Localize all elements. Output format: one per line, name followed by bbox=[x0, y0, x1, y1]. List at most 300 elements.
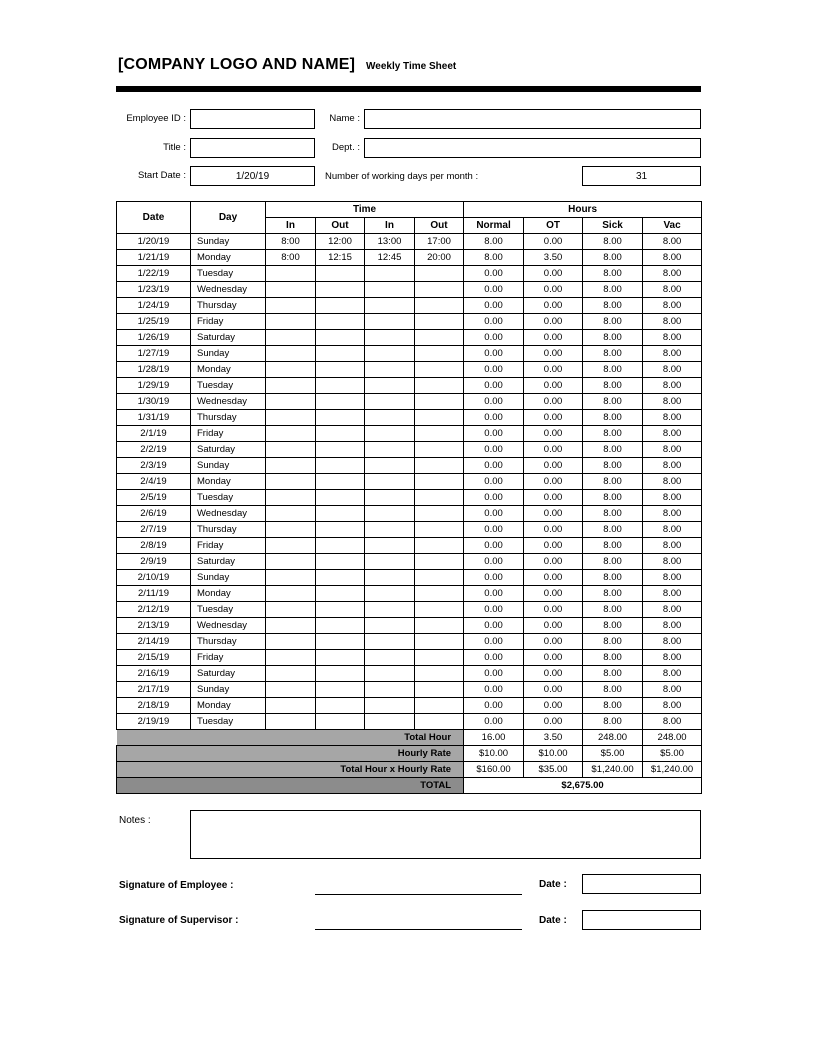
header-day: Day bbox=[191, 202, 266, 234]
row-time-in-2[interactable] bbox=[365, 474, 415, 490]
table-row bbox=[117, 714, 702, 730]
row-hours-vac: 8.00 bbox=[643, 602, 702, 618]
row-hours-sick: 8.00 bbox=[583, 602, 643, 618]
row-hours-ot: 3.50 bbox=[524, 250, 583, 266]
row-hours-vac: 8.00 bbox=[643, 586, 702, 602]
row-hours-ot: 0.00 bbox=[524, 266, 583, 282]
row-hours-ot: 0.00 bbox=[524, 538, 583, 554]
row-time-out-1[interactable]: 12:15 bbox=[316, 250, 365, 266]
row-time-out-1[interactable] bbox=[316, 618, 365, 634]
row-time-out-1[interactable] bbox=[316, 282, 365, 298]
row-hours-ot: 0.00 bbox=[524, 554, 583, 570]
row-date: 1/25/19 bbox=[117, 314, 191, 330]
row-hours-ot: 0.00 bbox=[524, 570, 583, 586]
row-hours-normal: 0.00 bbox=[464, 682, 524, 698]
start-date-label: Start Date : bbox=[137, 170, 186, 181]
row-time-in-2[interactable] bbox=[365, 330, 415, 346]
row-hours-normal: 0.00 bbox=[464, 490, 524, 506]
row-day: Tuesday bbox=[191, 602, 266, 618]
row-time-in-1[interactable] bbox=[266, 298, 316, 314]
row-day: Tuesday bbox=[191, 266, 266, 282]
name-label: Name : bbox=[329, 113, 360, 124]
row-hours-normal: 0.00 bbox=[464, 666, 524, 682]
row-hours-vac: 8.00 bbox=[643, 266, 702, 282]
table-row bbox=[117, 346, 702, 362]
row-day: Tuesday bbox=[191, 714, 266, 730]
row-hours-normal: 0.00 bbox=[464, 474, 524, 490]
row-time-in-1[interactable] bbox=[266, 650, 316, 666]
row-hours-ot: 0.00 bbox=[524, 362, 583, 378]
row-time-out-1[interactable] bbox=[316, 666, 365, 682]
table-row bbox=[117, 586, 702, 602]
row-hours-sick: 8.00 bbox=[583, 538, 643, 554]
row-hours-normal: 0.00 bbox=[464, 602, 524, 618]
row-hours-ot: 0.00 bbox=[524, 378, 583, 394]
row-day: Thursday bbox=[191, 634, 266, 650]
row-hours-normal: 0.00 bbox=[464, 650, 524, 666]
notes-field[interactable] bbox=[190, 810, 701, 859]
row-day: Saturday bbox=[191, 442, 266, 458]
row-time-in-2[interactable] bbox=[365, 650, 415, 666]
row-time-out-2[interactable] bbox=[415, 330, 464, 346]
row-time-in-1[interactable] bbox=[266, 442, 316, 458]
table-row bbox=[117, 458, 702, 474]
row-hours-ot: 0.00 bbox=[524, 602, 583, 618]
row-hours-ot: 0.00 bbox=[524, 666, 583, 682]
table-row bbox=[117, 330, 702, 346]
row-time-out-2[interactable]: 20:00 bbox=[415, 250, 464, 266]
row-time-in-1[interactable] bbox=[266, 426, 316, 442]
row-time-out-2[interactable]: 17:00 bbox=[415, 234, 464, 250]
row-time-in-1[interactable] bbox=[266, 522, 316, 538]
row-day: Monday bbox=[191, 586, 266, 602]
row-time-in-1[interactable] bbox=[266, 378, 316, 394]
row-time-in-1[interactable] bbox=[266, 314, 316, 330]
row-hours-normal: 0.00 bbox=[464, 586, 524, 602]
row-time-out-1[interactable] bbox=[316, 298, 365, 314]
row-day: Sunday bbox=[191, 458, 266, 474]
row-date: 2/6/19 bbox=[117, 506, 191, 522]
table-row bbox=[117, 298, 702, 314]
table-row bbox=[117, 522, 702, 538]
row-time-out-1[interactable] bbox=[316, 634, 365, 650]
row-time-in-1[interactable]: 8:00 bbox=[266, 250, 316, 266]
row-hours-vac: 8.00 bbox=[643, 522, 702, 538]
row-time-out-2[interactable] bbox=[415, 266, 464, 282]
row-hours-normal: 0.00 bbox=[464, 698, 524, 714]
start-date-field[interactable]: 1/20/19 bbox=[190, 166, 315, 186]
row-hours-sick: 8.00 bbox=[583, 282, 643, 298]
employee-date-field[interactable] bbox=[582, 874, 701, 894]
row-hours-ot: 0.00 bbox=[524, 474, 583, 490]
row-time-out-1[interactable] bbox=[316, 474, 365, 490]
row-time-out-1[interactable] bbox=[316, 346, 365, 362]
table-row bbox=[117, 234, 702, 250]
product-vac: $1,240.00 bbox=[643, 762, 702, 778]
row-time-out-2[interactable] bbox=[415, 570, 464, 586]
row-hours-ot: 0.00 bbox=[524, 426, 583, 442]
row-day: Wednesday bbox=[191, 618, 266, 634]
row-hours-ot: 0.00 bbox=[524, 618, 583, 634]
row-hours-normal: 0.00 bbox=[464, 282, 524, 298]
row-date: 2/19/19 bbox=[117, 714, 191, 730]
timesheet-table bbox=[116, 201, 702, 794]
row-time-in-1[interactable] bbox=[266, 570, 316, 586]
row-time-out-2[interactable] bbox=[415, 314, 464, 330]
row-hours-normal: 0.00 bbox=[464, 458, 524, 474]
table-row bbox=[117, 490, 702, 506]
row-time-in-2[interactable]: 13:00 bbox=[365, 234, 415, 250]
row-hours-ot: 0.00 bbox=[524, 282, 583, 298]
row-time-out-2[interactable] bbox=[415, 378, 464, 394]
table-row bbox=[117, 570, 702, 586]
row-time-out-2[interactable] bbox=[415, 682, 464, 698]
row-time-in-2[interactable] bbox=[365, 698, 415, 714]
row-time-out-2[interactable] bbox=[415, 426, 464, 442]
row-hours-normal: 0.00 bbox=[464, 346, 524, 362]
dept-field[interactable] bbox=[364, 138, 701, 158]
table-row bbox=[117, 666, 702, 682]
row-time-in-2[interactable] bbox=[365, 410, 415, 426]
hourly-rate-label: Hourly Rate bbox=[117, 746, 464, 762]
hourly-rate-ot: $10.00 bbox=[524, 746, 583, 762]
total-label: TOTAL bbox=[117, 778, 464, 794]
table-row bbox=[117, 426, 702, 442]
row-hours-vac: 8.00 bbox=[643, 570, 702, 586]
table-row bbox=[117, 634, 702, 650]
row-time-in-1[interactable] bbox=[266, 362, 316, 378]
row-time-in-1[interactable] bbox=[266, 266, 316, 282]
row-hours-normal: 0.00 bbox=[464, 522, 524, 538]
row-hours-normal: 8.00 bbox=[464, 250, 524, 266]
row-time-in-1[interactable] bbox=[266, 682, 316, 698]
row-time-in-1[interactable] bbox=[266, 634, 316, 650]
row-time-in-2[interactable] bbox=[365, 490, 415, 506]
row-time-out-2[interactable] bbox=[415, 650, 464, 666]
row-hours-sick: 8.00 bbox=[583, 698, 643, 714]
employee-id-field[interactable] bbox=[190, 109, 315, 129]
supervisor-signature-line[interactable] bbox=[315, 929, 522, 930]
row-time-in-2[interactable] bbox=[365, 378, 415, 394]
row-time-out-1[interactable]: 12:00 bbox=[316, 234, 365, 250]
row-time-in-1[interactable] bbox=[266, 666, 316, 682]
row-date: 1/23/19 bbox=[117, 282, 191, 298]
header-in-1: In bbox=[266, 218, 316, 234]
row-day: Sunday bbox=[191, 570, 266, 586]
row-time-out-1[interactable] bbox=[316, 650, 365, 666]
row-time-out-1[interactable] bbox=[316, 586, 365, 602]
row-time-out-1[interactable] bbox=[316, 426, 365, 442]
row-date: 2/15/19 bbox=[117, 650, 191, 666]
employee-date-label: Date : bbox=[539, 879, 567, 890]
row-time-out-2[interactable] bbox=[415, 282, 464, 298]
row-time-out-1[interactable] bbox=[316, 330, 365, 346]
row-day: Wednesday bbox=[191, 394, 266, 410]
row-hours-sick: 8.00 bbox=[583, 474, 643, 490]
row-time-in-1[interactable] bbox=[266, 554, 316, 570]
row-day: Monday bbox=[191, 362, 266, 378]
row-time-out-2[interactable] bbox=[415, 346, 464, 362]
row-date: 2/2/19 bbox=[117, 442, 191, 458]
row-time-out-1[interactable] bbox=[316, 394, 365, 410]
row-hours-normal: 0.00 bbox=[464, 330, 524, 346]
row-hours-ot: 0.00 bbox=[524, 490, 583, 506]
row-hours-sick: 8.00 bbox=[583, 346, 643, 362]
row-hours-ot: 0.00 bbox=[524, 314, 583, 330]
row-hours-sick: 8.00 bbox=[583, 650, 643, 666]
row-time-out-2[interactable] bbox=[415, 442, 464, 458]
row-time-out-2[interactable] bbox=[415, 538, 464, 554]
row-date: 1/31/19 bbox=[117, 410, 191, 426]
row-time-in-2[interactable] bbox=[365, 282, 415, 298]
row-hours-vac: 8.00 bbox=[643, 538, 702, 554]
row-date: 2/5/19 bbox=[117, 490, 191, 506]
row-time-out-2[interactable] bbox=[415, 634, 464, 650]
row-time-out-2[interactable] bbox=[415, 666, 464, 682]
row-time-in-2[interactable] bbox=[365, 314, 415, 330]
row-time-in-1[interactable]: 8:00 bbox=[266, 234, 316, 250]
row-hours-sick: 8.00 bbox=[583, 570, 643, 586]
row-time-in-1[interactable] bbox=[266, 474, 316, 490]
row-time-in-1[interactable] bbox=[266, 586, 316, 602]
row-hours-ot: 0.00 bbox=[524, 650, 583, 666]
row-time-in-2[interactable] bbox=[365, 394, 415, 410]
row-day: Monday bbox=[191, 250, 266, 266]
row-day: Sunday bbox=[191, 346, 266, 362]
row-hours-ot: 0.00 bbox=[524, 234, 583, 250]
row-date: 1/28/19 bbox=[117, 362, 191, 378]
row-date: 2/17/19 bbox=[117, 682, 191, 698]
row-hours-sick: 8.00 bbox=[583, 554, 643, 570]
row-time-in-2[interactable] bbox=[365, 714, 415, 730]
row-time-in-2[interactable] bbox=[365, 442, 415, 458]
row-time-in-1[interactable] bbox=[266, 698, 316, 714]
row-time-out-2[interactable] bbox=[415, 298, 464, 314]
row-hours-vac: 8.00 bbox=[643, 666, 702, 682]
row-time-out-2[interactable] bbox=[415, 506, 464, 522]
row-time-out-2[interactable] bbox=[415, 602, 464, 618]
row-time-in-2[interactable] bbox=[365, 618, 415, 634]
employee-signature-label: Signature of Employee : bbox=[119, 880, 234, 891]
row-date: 2/8/19 bbox=[117, 538, 191, 554]
name-field[interactable] bbox=[364, 109, 701, 129]
row-hours-sick: 8.00 bbox=[583, 682, 643, 698]
table-row bbox=[117, 698, 702, 714]
row-time-in-1[interactable] bbox=[266, 346, 316, 362]
row-day: Wednesday bbox=[191, 282, 266, 298]
row-hours-vac: 8.00 bbox=[643, 490, 702, 506]
row-time-in-2[interactable] bbox=[365, 682, 415, 698]
row-time-out-1[interactable] bbox=[316, 378, 365, 394]
row-hours-sick: 8.00 bbox=[583, 250, 643, 266]
employee-signature-line[interactable] bbox=[315, 894, 522, 895]
row-time-in-2[interactable] bbox=[365, 570, 415, 586]
row-day: Friday bbox=[191, 538, 266, 554]
row-time-in-2[interactable] bbox=[365, 346, 415, 362]
product-label: Total Hour x Hourly Rate bbox=[117, 762, 464, 778]
row-date: 1/27/19 bbox=[117, 346, 191, 362]
row-hours-vac: 8.00 bbox=[643, 282, 702, 298]
table-row bbox=[117, 282, 702, 298]
row-hours-vac: 8.00 bbox=[643, 634, 702, 650]
row-day: Saturday bbox=[191, 666, 266, 682]
row-day: Thursday bbox=[191, 522, 266, 538]
title-field[interactable] bbox=[190, 138, 315, 158]
row-time-out-2[interactable] bbox=[415, 490, 464, 506]
row-time-out-1[interactable] bbox=[316, 554, 365, 570]
row-time-out-2[interactable] bbox=[415, 554, 464, 570]
row-time-in-2[interactable]: 12:45 bbox=[365, 250, 415, 266]
row-date: 1/29/19 bbox=[117, 378, 191, 394]
row-time-out-2[interactable] bbox=[415, 586, 464, 602]
employee-id-label: Employee ID : bbox=[126, 113, 186, 124]
row-time-in-2[interactable] bbox=[365, 362, 415, 378]
row-time-in-1[interactable] bbox=[266, 506, 316, 522]
row-day: Friday bbox=[191, 314, 266, 330]
row-date: 2/7/19 bbox=[117, 522, 191, 538]
row-time-out-1[interactable] bbox=[316, 570, 365, 586]
row-time-out-2[interactable] bbox=[415, 714, 464, 730]
row-day: Friday bbox=[191, 426, 266, 442]
row-hours-sick: 8.00 bbox=[583, 362, 643, 378]
row-hours-sick: 8.00 bbox=[583, 522, 643, 538]
row-time-in-1[interactable] bbox=[266, 330, 316, 346]
row-time-out-1[interactable] bbox=[316, 538, 365, 554]
row-date: 1/30/19 bbox=[117, 394, 191, 410]
row-time-in-2[interactable] bbox=[365, 266, 415, 282]
row-time-in-2[interactable] bbox=[365, 506, 415, 522]
row-hours-sick: 8.00 bbox=[583, 314, 643, 330]
row-hours-sick: 8.00 bbox=[583, 298, 643, 314]
row-time-out-2[interactable] bbox=[415, 410, 464, 426]
row-time-in-1[interactable] bbox=[266, 602, 316, 618]
row-hours-sick: 8.00 bbox=[583, 586, 643, 602]
row-time-out-2[interactable] bbox=[415, 618, 464, 634]
row-time-in-2[interactable] bbox=[365, 666, 415, 682]
row-time-out-1[interactable] bbox=[316, 442, 365, 458]
row-time-in-1[interactable] bbox=[266, 410, 316, 426]
row-hours-ot: 0.00 bbox=[524, 346, 583, 362]
row-time-out-1[interactable] bbox=[316, 506, 365, 522]
row-hours-vac: 8.00 bbox=[643, 698, 702, 714]
row-hours-ot: 0.00 bbox=[524, 506, 583, 522]
row-time-out-1[interactable] bbox=[316, 458, 365, 474]
row-time-in-2[interactable] bbox=[365, 522, 415, 538]
row-time-out-1[interactable] bbox=[316, 362, 365, 378]
row-hours-ot: 0.00 bbox=[524, 682, 583, 698]
row-hours-sick: 8.00 bbox=[583, 506, 643, 522]
row-time-in-1[interactable] bbox=[266, 282, 316, 298]
row-day: Tuesday bbox=[191, 378, 266, 394]
row-hours-normal: 8.00 bbox=[464, 234, 524, 250]
row-time-out-1[interactable] bbox=[316, 522, 365, 538]
row-hours-sick: 8.00 bbox=[583, 378, 643, 394]
row-time-out-1[interactable] bbox=[316, 490, 365, 506]
row-hours-normal: 0.00 bbox=[464, 634, 524, 650]
row-time-in-2[interactable] bbox=[365, 586, 415, 602]
row-hours-vac: 8.00 bbox=[643, 394, 702, 410]
table-row bbox=[117, 394, 702, 410]
row-hours-ot: 0.00 bbox=[524, 410, 583, 426]
row-time-out-2[interactable] bbox=[415, 362, 464, 378]
row-time-out-1[interactable] bbox=[316, 602, 365, 618]
row-time-in-2[interactable] bbox=[365, 458, 415, 474]
row-time-in-2[interactable] bbox=[365, 538, 415, 554]
row-hours-ot: 0.00 bbox=[524, 714, 583, 730]
row-time-in-1[interactable] bbox=[266, 714, 316, 730]
row-hours-normal: 0.00 bbox=[464, 570, 524, 586]
total-hour-normal: 16.00 bbox=[464, 730, 524, 746]
total-value: $2,675.00 bbox=[464, 778, 702, 794]
row-hours-sick: 8.00 bbox=[583, 618, 643, 634]
row-time-out-2[interactable] bbox=[415, 474, 464, 490]
row-time-in-2[interactable] bbox=[365, 298, 415, 314]
row-hours-normal: 0.00 bbox=[464, 394, 524, 410]
row-time-in-1[interactable] bbox=[266, 458, 316, 474]
header-vac: Vac bbox=[643, 218, 702, 234]
product-normal: $160.00 bbox=[464, 762, 524, 778]
table-row bbox=[117, 362, 702, 378]
supervisor-date-field[interactable] bbox=[582, 910, 701, 930]
row-hours-vac: 8.00 bbox=[643, 442, 702, 458]
row-hours-sick: 8.00 bbox=[583, 442, 643, 458]
row-hours-normal: 0.00 bbox=[464, 426, 524, 442]
row-hours-normal: 0.00 bbox=[464, 506, 524, 522]
total-hour-vac: 248.00 bbox=[643, 730, 702, 746]
row-time-out-2[interactable] bbox=[415, 522, 464, 538]
header-time: Time bbox=[266, 202, 464, 218]
sheet-title: Weekly Time Sheet bbox=[366, 61, 457, 72]
row-date: 1/22/19 bbox=[117, 266, 191, 282]
row-day: Sunday bbox=[191, 682, 266, 698]
row-time-out-1[interactable] bbox=[316, 314, 365, 330]
row-time-in-2[interactable] bbox=[365, 602, 415, 618]
row-time-in-2[interactable] bbox=[365, 634, 415, 650]
row-date: 2/3/19 bbox=[117, 458, 191, 474]
row-time-in-1[interactable] bbox=[266, 394, 316, 410]
row-time-out-2[interactable] bbox=[415, 698, 464, 714]
row-hours-ot: 0.00 bbox=[524, 394, 583, 410]
row-time-in-1[interactable] bbox=[266, 490, 316, 506]
row-hours-sick: 8.00 bbox=[583, 394, 643, 410]
table-row bbox=[117, 554, 702, 570]
row-time-out-1[interactable] bbox=[316, 698, 365, 714]
row-hours-ot: 0.00 bbox=[524, 330, 583, 346]
row-time-out-1[interactable] bbox=[316, 266, 365, 282]
row-hours-vac: 8.00 bbox=[643, 330, 702, 346]
row-date: 2/12/19 bbox=[117, 602, 191, 618]
company-logo-name: [COMPANY LOGO AND NAME] bbox=[118, 56, 356, 73]
total-hour-label: Total Hour bbox=[117, 730, 464, 746]
row-hours-vac: 8.00 bbox=[643, 250, 702, 266]
header-date: Date bbox=[117, 202, 191, 234]
row-time-out-1[interactable] bbox=[316, 410, 365, 426]
row-time-out-1[interactable] bbox=[316, 682, 365, 698]
table-row bbox=[117, 474, 702, 490]
row-time-in-2[interactable] bbox=[365, 426, 415, 442]
row-time-in-2[interactable] bbox=[365, 554, 415, 570]
working-days-field[interactable]: 31 bbox=[582, 166, 701, 186]
row-time-out-1[interactable] bbox=[316, 714, 365, 730]
row-time-out-2[interactable] bbox=[415, 394, 464, 410]
row-hours-vac: 8.00 bbox=[643, 618, 702, 634]
row-hours-normal: 0.00 bbox=[464, 538, 524, 554]
notes-label: Notes : bbox=[119, 815, 151, 826]
row-date: 2/16/19 bbox=[117, 666, 191, 682]
row-time-in-1[interactable] bbox=[266, 618, 316, 634]
row-time-out-2[interactable] bbox=[415, 458, 464, 474]
row-time-in-1[interactable] bbox=[266, 538, 316, 554]
